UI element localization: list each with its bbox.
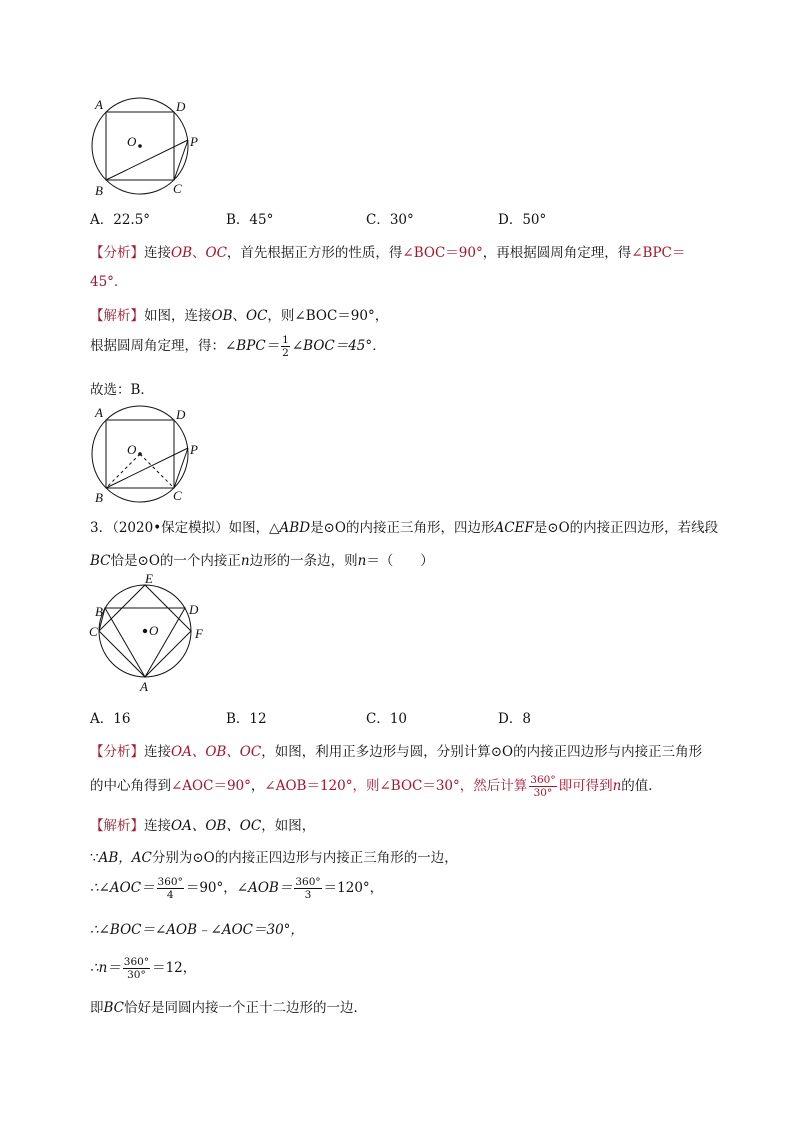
q3-analysis-line1 — [90, 740, 702, 760]
math: AB，AC — [98, 850, 152, 866]
math: ∠BOC＝45°． — [291, 338, 386, 354]
solution-tag: 【解析】 — [90, 308, 144, 324]
figure-circle-square-1 — [85, 95, 215, 200]
label-B: B — [95, 604, 103, 619]
q3-solution-line1 — [90, 814, 315, 834]
text: ，再根据圆周角定理，得 — [482, 245, 632, 261]
solution-tag: 【解析】 — [90, 818, 144, 834]
option-b: B．12 — [226, 711, 267, 727]
text: 分别为⊙O的内接正四边形与内接正三角形的一边， — [151, 850, 458, 866]
math: ∠BOC＝90° — [402, 245, 483, 261]
option-c: C．10 — [366, 711, 408, 727]
text: ，如图， — [261, 818, 316, 834]
text: 是⊙O的内接正三角形，四边形 — [310, 520, 495, 536]
text: OC — [205, 245, 227, 261]
frac-num: 360° — [295, 876, 321, 888]
text: OC — [246, 308, 268, 324]
frac-num: 360° — [123, 956, 150, 968]
math: ＝12， — [152, 960, 197, 976]
frac-num: 360° — [530, 774, 556, 786]
math: n — [612, 778, 622, 794]
q2-analysis-line1 — [90, 241, 685, 261]
q2-solution-line1 — [90, 304, 388, 324]
fraction — [281, 334, 290, 359]
label-P: P — [190, 134, 198, 149]
label-D: D — [176, 407, 186, 422]
label-D: D — [176, 99, 186, 114]
label-C: C — [89, 624, 98, 639]
text: ，首先根据正方形的性质，得 — [226, 245, 403, 261]
frac-num: 1 — [282, 334, 289, 346]
analysis-tag: 【分析】 — [90, 744, 144, 760]
label-B: B — [95, 490, 103, 505]
text: 是⊙O的内接正四边形，若线段 — [533, 520, 719, 536]
math: ∠BOC＝30° — [379, 778, 460, 794]
math: ∠BPC＝ — [631, 245, 686, 261]
math: ∴∠AOC＝ — [90, 880, 155, 896]
label-P: P — [190, 442, 198, 457]
label-D: D — [189, 602, 199, 617]
math: OA、OB、OC — [171, 818, 262, 834]
math: ∠AOB＝120° — [264, 778, 353, 794]
label-B: B — [95, 183, 103, 198]
math: ∠BPC＝ — [225, 338, 280, 354]
math: BC — [103, 1000, 125, 1016]
text: 即可得到 — [558, 778, 613, 794]
q3-solution-line2 — [90, 846, 458, 866]
text: 连接 — [144, 818, 171, 834]
label-O: O — [149, 623, 159, 638]
text: ，则 — [267, 308, 295, 324]
math: OA、OB、OC — [171, 744, 262, 760]
text: ，则 — [352, 778, 380, 794]
text: ∵ — [90, 850, 99, 866]
q3-stem-line1 — [90, 516, 718, 536]
math: n — [240, 553, 250, 569]
fraction — [294, 876, 321, 901]
q3-analysis-line2 — [90, 774, 662, 799]
q3-stem-line2 — [90, 549, 434, 569]
option-d: D．8 — [498, 711, 531, 727]
text: 恰是⊙O的一个内接正 — [110, 553, 241, 569]
text: ＝（ ） — [366, 553, 434, 569]
text: 、 — [192, 245, 206, 261]
text: 的值． — [621, 778, 662, 794]
math: ACEF — [494, 520, 534, 536]
figure-circle-square-2 — [85, 400, 215, 508]
q2-answer: 故选：B． — [90, 382, 154, 398]
label-O: O — [127, 442, 137, 457]
q3-solution-line6 — [90, 996, 367, 1016]
text: 如图，连接 — [144, 308, 212, 324]
label-F: F — [195, 626, 203, 641]
q2-analysis-line2: 45°． — [90, 274, 128, 290]
text: OB — [171, 245, 192, 261]
option-d: D．50° — [498, 212, 547, 228]
label-O: O — [127, 134, 137, 149]
text: 即 — [90, 1000, 104, 1016]
text: ， — [250, 778, 265, 794]
option-c: C．30° — [366, 212, 414, 228]
label-C: C — [173, 488, 182, 503]
text: 连接 — [144, 245, 171, 261]
label-C: C — [173, 181, 182, 196]
frac-den: 30° — [127, 969, 146, 981]
q3-solution-line5 — [90, 956, 196, 981]
q3-solution-line3 — [90, 876, 383, 901]
text: 恰好是同圆内接一个正十二边形的一边． — [124, 1000, 368, 1016]
text: 边形的一条边，则 — [249, 553, 358, 569]
math: ＝120°， — [323, 880, 384, 896]
math: n — [357, 553, 367, 569]
text: 、 — [232, 308, 246, 324]
option-a: A．22.5° — [90, 212, 151, 228]
frac-den: 4 — [166, 889, 174, 901]
label-A: A — [95, 405, 103, 420]
text: 3．（2020•保定模拟）如图， — [90, 520, 270, 536]
math: BC — [90, 553, 111, 569]
frac-den: 3 — [304, 889, 312, 901]
fraction — [529, 774, 556, 799]
text: 的中心角得到 — [90, 778, 171, 794]
text: ，如图，利用正多边形与圆，分别计算⊙O的内接正四边形与内接正三角形 — [261, 744, 703, 760]
math: ∠BOC＝90°， — [294, 308, 389, 324]
option-a: A．16 — [90, 711, 131, 727]
text: 连接 — [144, 744, 171, 760]
option-b: B．45° — [226, 212, 274, 228]
text: ，然后计算 — [459, 778, 528, 794]
fraction — [157, 876, 184, 901]
label-E: E — [145, 572, 153, 586]
label-A: A — [95, 97, 103, 112]
frac-den: 30° — [533, 787, 553, 799]
math: ∴n＝ — [90, 960, 121, 976]
math: ∠AOB＝ — [236, 880, 293, 896]
figure-inscribed-polygons — [85, 572, 215, 694]
text: OB — [211, 308, 233, 324]
frac-num: 360° — [157, 876, 183, 888]
math: △ABD — [269, 520, 311, 536]
q3-solution-line4: ∴∠BOC＝∠AOB﹣∠AOC＝30°， — [90, 922, 304, 938]
math: ∠AOC＝90° — [171, 778, 251, 794]
text: 根据圆周角定理，得： — [90, 338, 225, 354]
label-A: A — [140, 679, 148, 694]
fraction — [123, 956, 150, 981]
frac-den: 2 — [282, 347, 289, 359]
analysis-tag: 【分析】 — [90, 245, 144, 261]
q2-solution-line2 — [90, 334, 386, 359]
math: ＝90°， — [185, 880, 237, 896]
